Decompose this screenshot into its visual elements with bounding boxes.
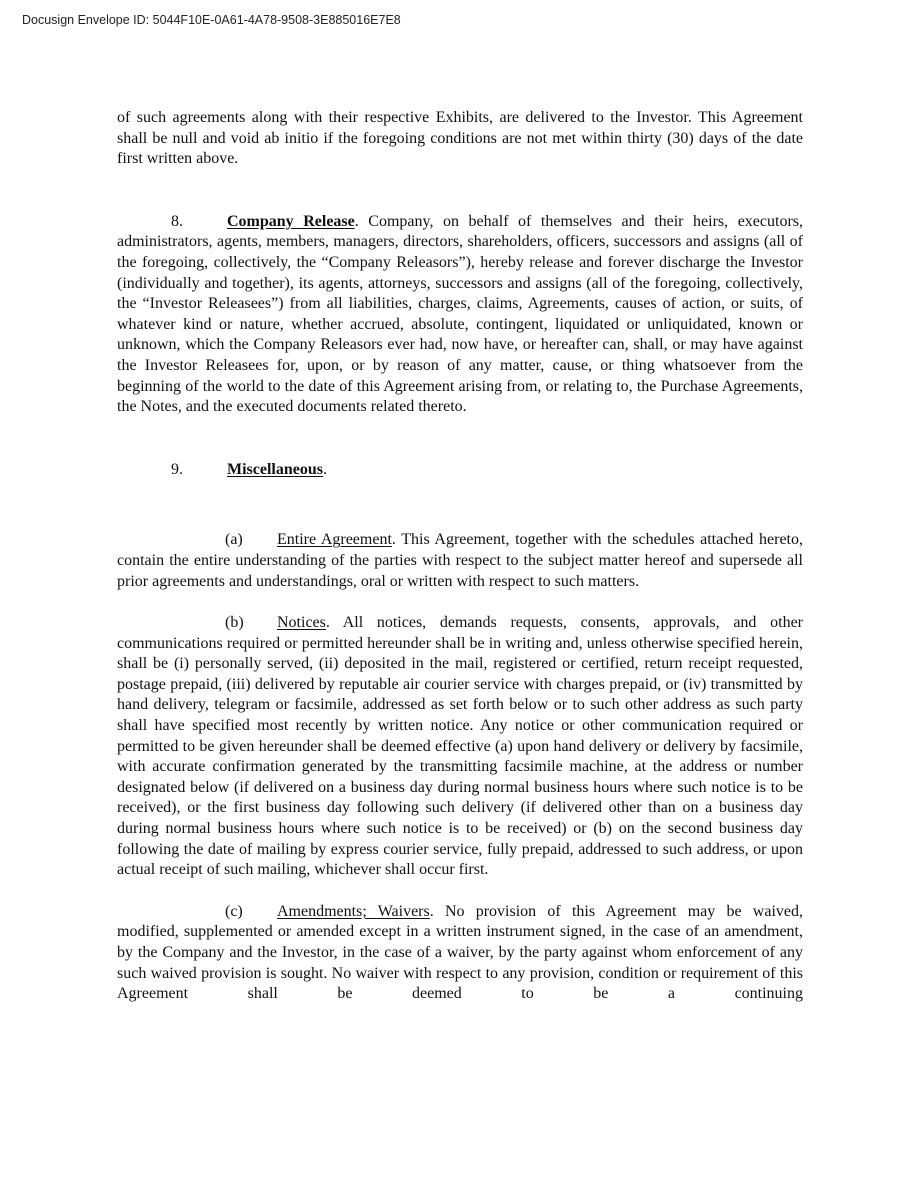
section-9-heading-suffix: . <box>323 460 327 478</box>
section-9a-entire-agreement <box>117 530 803 592</box>
docusign-envelope-id: Docusign Envelope ID: 5044F10E-0A61-4A78-9508-3E885016E7E8 <box>22 13 401 27</box>
section-9-miscellaneous <box>117 460 803 481</box>
item-b-heading: Notices <box>277 614 326 632</box>
intro-paragraph: of such agreements along with their respective Exhibits, are delivered to the Investor. This Agreement shall be null and void ab initio if the foregoing conditions are not met within thirty (30) days of the date first written above. <box>117 109 803 168</box>
section-8-body: . Company, on behalf of themselves and their heirs, executors, administrators, agents, members, managers, directors, shareholders, officers, successors and assigns (all of the foregoing, collectively, the “Company Releasors”), hereby release and forever discharge the Investor (individually and together), its agents, attorneys, successors and assigns (all of the foregoing, collectively, the “Investor Releasees”) from all liabilities, charges, claims, Agreements, causes of action, or suits, of whatever kind or nature, whether accrued, absolute, contingent, liquidated or unliquidated, known or unknown, which the Company Releasors ever had, now have, or hereafter can, shall, or may have against the Investor Releasees for, upon, or by reason of any matter, cause, or thing whatsoever from the beginning of the world to the date of this Agreement arising from, or relating to, the Purchase Agreements, the Notes, and the executed documents related thereto. <box>117 212 803 416</box>
item-c-body: . No provision of this Agreement may be waived, modified, supplemented or amended except in a written instrument signed, in the case of an amendment, by the Company and the Investor, in the case of a waiver, by the party against whom enforcement of any such waived provision is sought. No waiver with respect to any provision, condition or requirement of this Agreement shall be deemed to be a continuing <box>117 902 804 1003</box>
section-9-number: 9. <box>171 460 183 478</box>
item-a-label: (a) <box>225 531 243 549</box>
item-a-body: . This Agreement, together with the schedules attached hereto, contain the entire understanding of the parties with respect to the subject matter hereof and supersede all prior agreements and understandings, oral or written with respect to such matters. <box>117 531 803 590</box>
item-c-label: (c) <box>225 902 243 920</box>
item-b-label: (b) <box>225 614 244 632</box>
section-8-company-release <box>117 212 803 418</box>
section-8-number: 8. <box>171 212 183 230</box>
document-page <box>117 108 803 1005</box>
item-a-heading: Entire Agreement <box>277 531 392 549</box>
section-9-heading: Miscellaneous <box>227 460 323 478</box>
section-8-heading: Company Release <box>227 212 355 230</box>
section-9b-notices <box>117 613 803 881</box>
item-c-heading: Amendments; Waivers <box>277 902 430 920</box>
item-b-body: . All notices, demands requests, consents, approvals, and other communications required or permitted hereunder shall be in writing and, unless otherwise specified herein, shall be (i) personally served, (ii) deposited in the mail, registered or certified, return receipt requested, postage prepaid, (iii) delivered by reputable air courier service with charges prepaid, or (iv) transmitted by hand delivery, telegram or facsimile, addressed as set forth below or to such other address as such party shall have specified most recently by written notice. Any notice or other communication required or permitted to be given hereunder shall be deemed effective (a) upon hand delivery or delivery by facsimile, with accurate confirmation generated by the transmitting facsimile machine, at the address or number designated below (if delivered on a business day during normal business hours where such notice is to be received), or the first business day following such delivery (if delivered other than on a business day during normal business hours where such notice is to be received) or (b) on the second business day following the date of mailing by express courier service, fully prepaid, addressed to such address, or upon actual receipt of such mailing, whichever shall occur first. <box>117 614 803 879</box>
section-9c-amendments-waivers <box>117 902 803 1005</box>
